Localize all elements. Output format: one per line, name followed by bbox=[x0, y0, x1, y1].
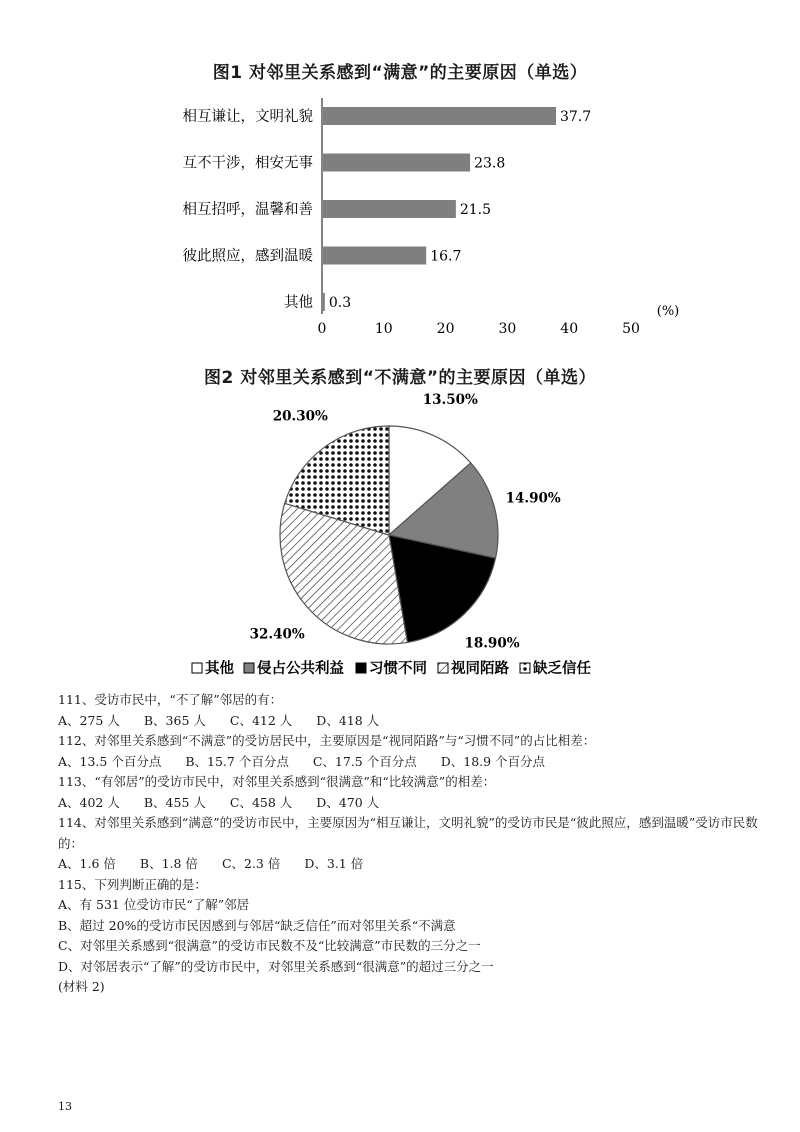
material-label: (材料 2) bbox=[58, 979, 105, 994]
x-tick-label: 40 bbox=[560, 321, 579, 337]
pie-value-label: 20.30% bbox=[272, 408, 328, 425]
legend-label: 视同陌路 bbox=[451, 660, 509, 677]
answer-option: A、275 人 bbox=[58, 712, 120, 728]
question-stem: 113、“有邻居”的受访市民中，对邻里关系感到“很满意”和“比较满意”的相差： bbox=[58, 774, 496, 789]
bar-category-label: 互不干涉，相安无事 bbox=[182, 155, 313, 172]
answer-option: A、13.5 个百分点 bbox=[58, 753, 162, 769]
answer-option: D、418 人 bbox=[316, 712, 380, 728]
question-options bbox=[58, 752, 758, 773]
pie-value-label: 13.50% bbox=[422, 392, 478, 409]
bar bbox=[323, 247, 426, 265]
answer-option: B、1.8 倍 bbox=[139, 856, 198, 871]
answer-option: B、365 人 bbox=[143, 712, 206, 728]
x-tick-label: 20 bbox=[436, 321, 455, 337]
bar-category-label: 相互招呼，温馨和善 bbox=[182, 202, 313, 218]
bar-chart-title: 图1 对邻里关系感到“满意”的主要原因（单选） bbox=[212, 63, 588, 83]
bar bbox=[323, 293, 325, 311]
pie-chart-title: 图2 对邻里关系感到“不满意”的主要原因（单选） bbox=[203, 368, 597, 388]
legend-swatch bbox=[356, 663, 366, 673]
bar-value-label: 37.7 bbox=[559, 109, 592, 125]
bar bbox=[323, 107, 556, 125]
answer-option: C、17.5 个百分点 bbox=[312, 753, 417, 769]
question-list bbox=[58, 690, 758, 998]
bar-value-label: 16.7 bbox=[430, 248, 462, 265]
legend-label: 习惯不同 bbox=[369, 660, 427, 677]
legend-swatch bbox=[520, 663, 530, 673]
bar-category-label: 相互谦让，文明礼貌 bbox=[182, 109, 313, 125]
question-options bbox=[58, 793, 758, 814]
legend-swatch bbox=[192, 663, 202, 673]
answer-option: D、470 人 bbox=[316, 794, 380, 810]
bar-value-label: 0.3 bbox=[328, 295, 352, 311]
bar-value-label: 23.8 bbox=[474, 155, 506, 172]
bar-chart bbox=[0, 0, 800, 345]
answer-option: C、2.3 倍 bbox=[221, 856, 281, 871]
answer-option: D、18.9 个百分点 bbox=[440, 753, 546, 769]
question-stem: 114、对邻里关系感到“满意”的受访市民中，主要原因为“相互谦让，文明礼貌”的受访市民是“彼此照应，感到温暖”受访市民数的： bbox=[58, 815, 758, 851]
pie-legend bbox=[192, 659, 591, 677]
legend-swatch bbox=[438, 663, 448, 673]
x-tick-label: 50 bbox=[622, 321, 640, 337]
bar bbox=[323, 154, 470, 172]
bar-value-label: 21.5 bbox=[459, 202, 492, 218]
question-stem: 111、受访市民中，“不了解”邻居的有： bbox=[58, 692, 283, 707]
x-tick-label: 30 bbox=[498, 321, 517, 337]
question-stem: 115、下列判断正确的是： bbox=[58, 876, 207, 892]
bar-category-label: 其他 bbox=[284, 295, 313, 311]
answer-option: D、对邻居表示“了解”的受访市民中，对邻里关系感到“很满意”的超过三分之一 bbox=[58, 958, 494, 974]
legend-label: 缺乏信任 bbox=[533, 660, 591, 677]
question-stem: 112、对邻里关系感到“不满意”的受访居民中，主要原因是“视同陌路”与“习惯不同”的占比相差： bbox=[58, 733, 596, 748]
pie-chart bbox=[0, 390, 800, 690]
answer-option: C、412 人 bbox=[229, 712, 293, 728]
pie-value-label: 14.90% bbox=[505, 490, 561, 507]
question-options bbox=[58, 711, 758, 732]
answer-option: B、15.7 个百分点 bbox=[185, 753, 289, 769]
answer-option: A、有 531 位受访市民“了解”邻居 bbox=[58, 897, 250, 912]
x-tick-label: 0 bbox=[317, 321, 327, 337]
legend-swatch bbox=[244, 663, 254, 673]
answer-option: D、3.1 倍 bbox=[304, 856, 364, 871]
answer-option: A、1.6 倍 bbox=[58, 856, 116, 871]
answer-option: C、对邻里关系感到“很满意”的受访市民数不及“比较满意”市民数的三分之一 bbox=[58, 938, 481, 953]
pie-value-label: 18.90% bbox=[464, 635, 520, 652]
bar-category-label: 彼此照应，感到温暖 bbox=[182, 248, 313, 265]
legend-label: 侵占公共利益 bbox=[257, 660, 344, 677]
x-tick-label: 10 bbox=[374, 321, 393, 337]
legend-label: 其他 bbox=[205, 660, 234, 677]
pie-value-label: 32.40% bbox=[249, 626, 305, 643]
x-unit-label: (%) bbox=[656, 304, 680, 319]
answer-option: C、458 人 bbox=[229, 794, 293, 810]
page-number: 13 bbox=[58, 1100, 72, 1113]
answer-option: B、超过 20%的受访市民因感到与邻居“缺乏信任”而对邻里关系“不满意 bbox=[58, 917, 456, 933]
answer-option: A、402 人 bbox=[58, 794, 120, 810]
question-options bbox=[58, 854, 758, 875]
bar bbox=[323, 200, 456, 218]
answer-option: B、455 人 bbox=[143, 794, 206, 810]
